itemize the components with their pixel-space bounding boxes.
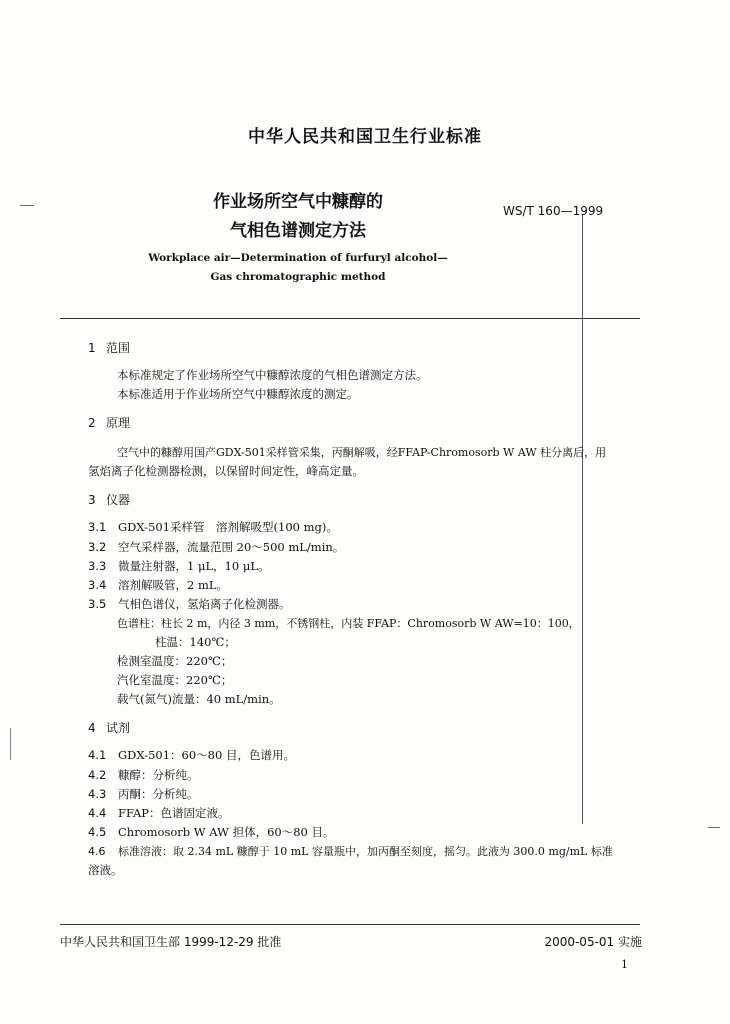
scan-edge-line — [582, 214, 583, 824]
implementation-date: 2000-05-01 实施 — [544, 935, 642, 949]
condition-line: 柱温：140℃； — [155, 635, 236, 649]
item-number: 4.4 — [88, 806, 107, 820]
item-number: 4.6 — [88, 845, 106, 858]
body-line: 本标准规定了作业场所空气中糠醇浓度的气相色谱测定方法。 — [117, 368, 428, 382]
section-heading-2 — [88, 414, 130, 431]
item-number: 3.5 — [88, 597, 107, 611]
item-text: GDX-501采样管 溶剂解吸型(100 mg)。 — [118, 520, 338, 534]
page-number: 1 — [621, 958, 628, 971]
body-line: 空气中的糠醇用国产GDX-501采样管采集，丙酮解吸，经FFAP-Chromosorb W AW 柱分离后，用 — [117, 446, 607, 459]
instrument-item — [88, 558, 269, 574]
instrument-item — [88, 539, 344, 555]
section-number: 1 — [88, 341, 96, 355]
item-text: FFAP：色谱固定液。 — [118, 806, 230, 820]
section-heading-1 — [88, 339, 130, 356]
condition-line: 色谱柱：柱长 2 m，内径 3 mm，不锈钢柱，内装 FFAP：Chromosorb W AW=10：100， — [117, 617, 580, 630]
footer-rule — [60, 924, 640, 925]
instrument-item — [88, 577, 228, 593]
approval-date: 中华人民共和国卫生部 1999-12-29 批准 — [60, 935, 282, 949]
item-text: 气相色谱仪，氢焰离子化检测器。 — [118, 597, 291, 611]
item-text: GDX-501：60～80 目，色谱用。 — [118, 748, 295, 762]
item-number: 3.3 — [88, 559, 107, 573]
condition-line: 汽化室温度：220℃； — [117, 673, 233, 687]
reagent-item — [88, 786, 199, 802]
item-number: 4.2 — [88, 768, 107, 782]
section-title: 原理 — [106, 416, 131, 430]
reagent-item — [88, 824, 335, 840]
item-number: 3.1 — [88, 520, 107, 534]
standard-title: 中华人民共和国卫生行业标准 — [248, 127, 482, 147]
section-number: 3 — [88, 493, 96, 507]
section-title: 试剂 — [106, 721, 131, 735]
section-number: 2 — [88, 416, 96, 430]
instrument-item — [88, 596, 291, 612]
section-title: 仪器 — [106, 493, 131, 507]
standard-number: WS/T 160—1999 — [503, 204, 604, 218]
item-text: 微量注射器，1 μL，10 μL。 — [118, 559, 270, 573]
item-text: 空气采样器，流量范围 20～500 mL/min。 — [118, 540, 345, 554]
item-number: 3.4 — [88, 578, 107, 592]
scan-margin-mark — [708, 827, 720, 828]
scan-margin-mark — [10, 728, 11, 760]
english-title-line-1: Workplace air—Determination of furfuryl alcohol— — [148, 252, 448, 264]
reagent-item — [88, 843, 613, 859]
section-heading-4 — [88, 719, 130, 736]
condition-line: 检测室温度：220℃； — [117, 654, 233, 668]
reagent-item — [88, 747, 295, 763]
body-line: 溶液。 — [88, 863, 123, 877]
item-text: 溶剂解吸管，2 mL。 — [118, 578, 229, 592]
body-line: 氢焰离子化检测器检测，以保留时间定性，峰高定量。 — [88, 464, 364, 478]
reagent-item — [88, 805, 230, 821]
condition-line: 载气(氮气)流量：40 mL/min。 — [117, 692, 281, 706]
item-text: 糠醇：分析纯。 — [118, 768, 199, 782]
body-line: 本标准适用于作业场所空气中糠醇浓度的测定。 — [117, 387, 359, 401]
reagent-item — [88, 767, 199, 783]
section-number: 4 — [88, 721, 96, 735]
section-heading-3 — [88, 491, 130, 508]
item-number: 3.2 — [88, 540, 107, 554]
section-title: 范围 — [106, 341, 131, 355]
item-number: 4.1 — [88, 748, 107, 762]
document-title-line-2: 气相色谱测定方法 — [230, 221, 366, 241]
item-number: 4.3 — [88, 787, 107, 801]
header-rule — [60, 318, 640, 319]
english-title-line-2: Gas chromatographic method — [210, 271, 386, 283]
item-text: 标准溶液：取 2.34 mL 糠醇于 10 mL 容量瓶中，加丙酮至刻度，摇匀。此液为 300.0 mg/mL 标准 — [118, 845, 613, 858]
item-text: 丙酮：分析纯。 — [118, 787, 199, 801]
item-number: 4.5 — [88, 825, 107, 839]
item-text: Chromosorb W AW 担体，60～80 目。 — [118, 825, 335, 839]
document-title-line-1: 作业场所空气中糠醇的 — [213, 192, 383, 212]
instrument-item — [88, 519, 338, 535]
